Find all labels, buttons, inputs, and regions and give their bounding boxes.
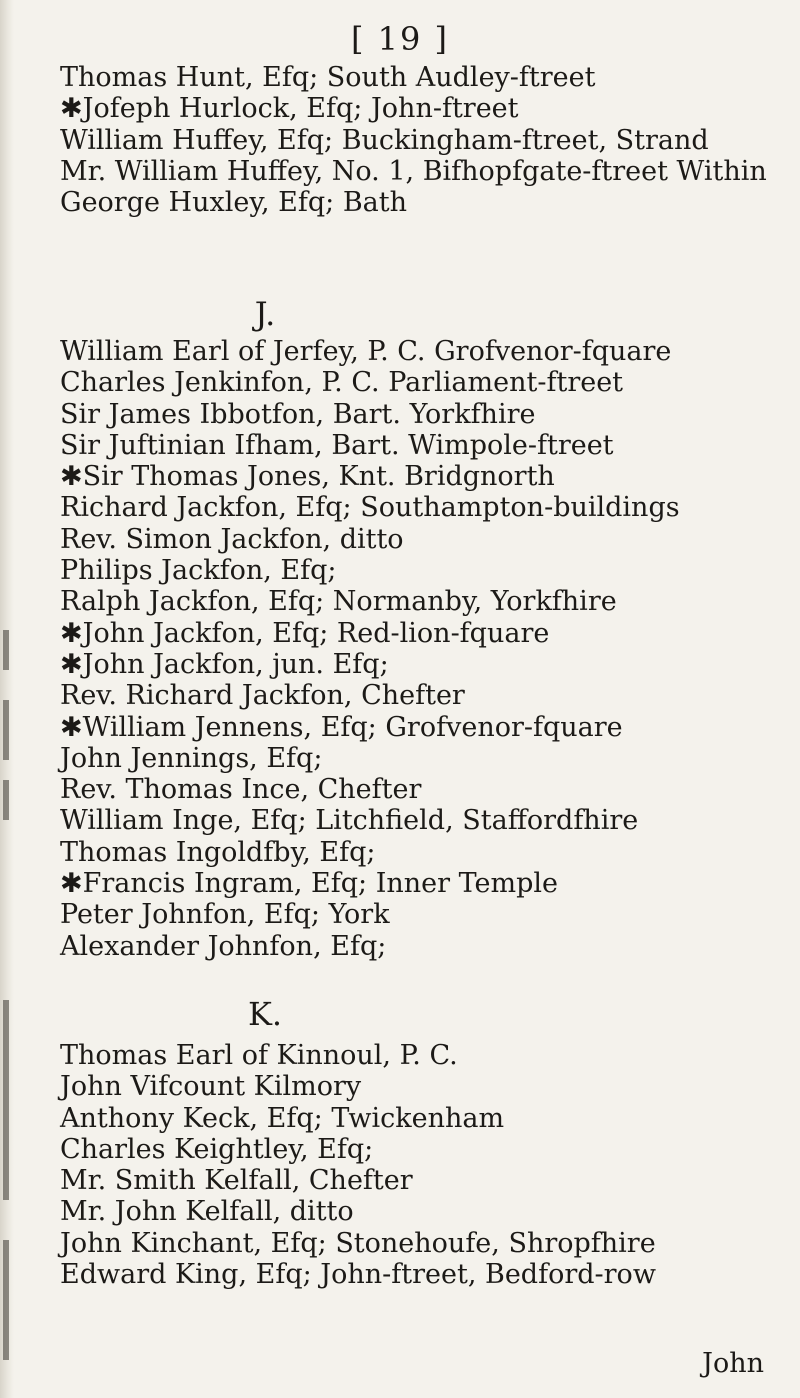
list-entry: Peter Johnfon, Efq; York [60, 899, 390, 931]
list-entry: ✱John Jackfon, Efq; Red-lion-fquare [60, 617, 550, 649]
list-entry: Mr. Smith Kelfall, Chefter [60, 1165, 413, 1197]
list-entry: Edward King, Efq; John-ftreet, Bedford-row [60, 1259, 656, 1291]
list-entry: Anthony Keck, Efq; Twickenham [60, 1102, 505, 1134]
list-entry: Rev. Richard Jackfon, Chefter [60, 680, 465, 712]
list-entry: Sir Juftinian Ifham, Bart. Wimpole-ftreet [60, 429, 614, 461]
list-entry: Ralph Jackfon, Efq; Normanby, Yorkfhire [60, 586, 617, 618]
section-heading-j: J. [254, 295, 276, 333]
section-heading-k: K. [247, 995, 283, 1033]
list-entry: John Kinchant, Efq; Stonehoufe, Shropfhire [60, 1227, 656, 1259]
section-k-list [60, 1040, 780, 1290]
list-entry: Thomas Earl of Kinnoul, P. C. [60, 1040, 458, 1071]
list-entry: John Jennings, Efq; [60, 742, 323, 774]
list-entry: ✱William Jennens, Efq; Grofvenor-fquare [60, 711, 623, 743]
list-entry: Mr. John Kelfall, ditto [60, 1196, 354, 1228]
section-h-list [60, 62, 780, 218]
list-entry: Mr. William Huffey, No. 1, Bifhopfgate-ftreet Within [60, 155, 767, 187]
list-entry: ✱Jofeph Hurlock, Efq; John-ftreet [60, 93, 519, 125]
list-entry: William Inge, Efq; Litchfield, Staffordfhire [60, 805, 639, 837]
list-entry: William Huffey, Efq; Buckingham-ftreet, Strand [60, 124, 709, 156]
list-entry: Richard Jackfon, Efq; Southampton-buildings [60, 492, 680, 524]
list-entry: Alexander Johnfon, Efq; [60, 930, 387, 962]
list-entry: Thomas Ingoldfby, Efq; [60, 836, 376, 868]
list-entry: Thomas Hunt, Efq; South Audley-ftreet [60, 62, 596, 93]
list-entry: Rev. Simon Jackfon, ditto [60, 523, 404, 555]
list-entry: William Earl of Jerfey, P. C. Grofvenor-fquare [60, 336, 672, 367]
list-entry: ✱Sir Thomas Jones, Knt. Bridgnorth [60, 461, 555, 493]
page-number: [ 19 ] [350, 20, 450, 58]
list-entry: Philips Jackfon, Efq; [60, 555, 337, 587]
section-j-list [60, 336, 780, 962]
catchword: John [702, 1348, 764, 1379]
list-entry: ✱John Jackfon, jun. Efq; [60, 648, 389, 680]
list-entry: Charles Keightley, Efq; [60, 1133, 374, 1165]
list-entry: ✱Francis Ingram, Efq; Inner Temple [60, 868, 559, 900]
list-entry: George Huxley, Efq; Bath [60, 187, 408, 219]
list-entry: John Vifcount Kilmory [60, 1071, 362, 1103]
list-entry: Charles Jenkinfon, P. C. Parliament-ftreet [60, 367, 624, 399]
list-entry: Sir James Ibbotfon, Bart. Yorkfhire [60, 398, 536, 430]
list-entry: Rev. Thomas Ince, Chefter [60, 774, 422, 806]
